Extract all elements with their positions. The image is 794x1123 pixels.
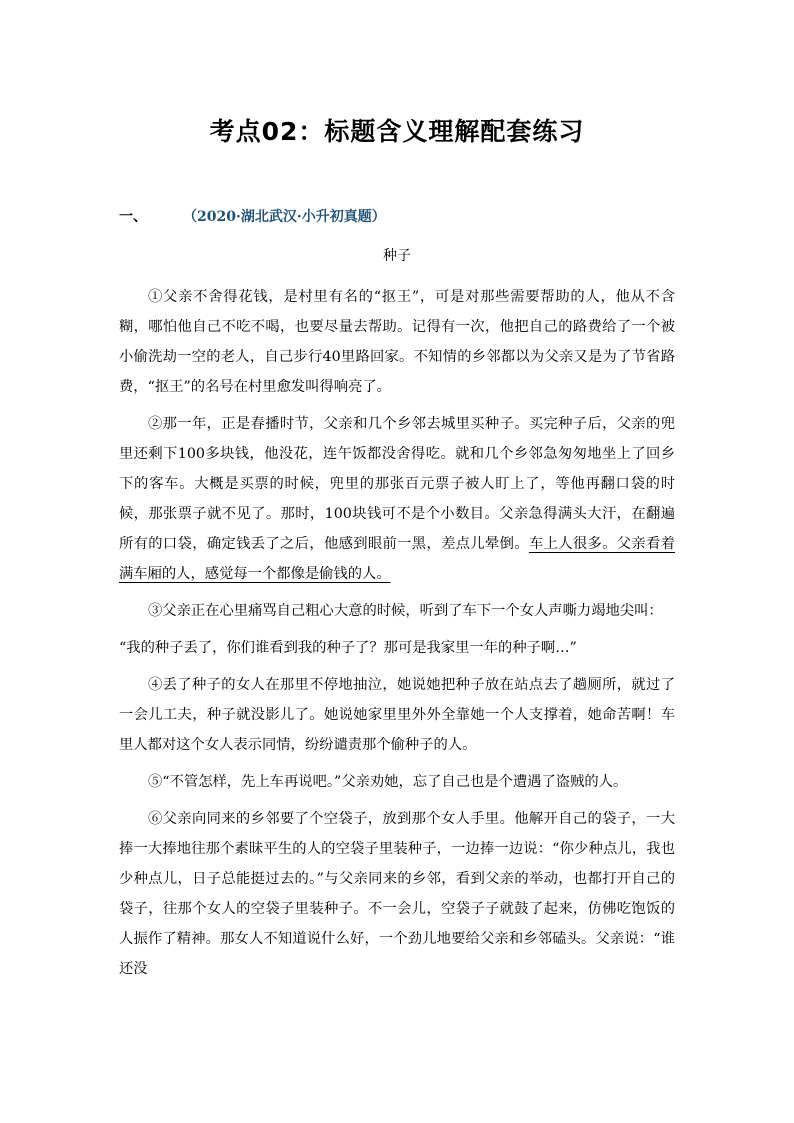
passage-title: 种子 <box>383 248 411 264</box>
page-title: 考点02：标题含义理解配套练习 <box>209 117 585 146</box>
paragraph-3-quote: “我的种子丢了，你们谁看到我的种子了？那可是我家里一年的种子啊…” <box>119 640 577 656</box>
paragraph-6: ⑥父亲向同来的乡邻要了个空袋子，放到那个女人手里。他解开自己的袋子，一大捧一大捧地往那个素昧平生的人的空袋子里装种子，一边捧一边说：“你少种点儿，我也少种点儿，日子总能挺过去的。”与父亲同来的乡邻，看到父亲的举动，也都打开自己的袋子，往那个女人的空袋子里装种子。不一会儿，空袋子子就鼓了起来，仿佛吃饱饭的人振作了精神。那女人不知道说什么好，一个劲儿地要给父亲和乡邻磕头。父亲说：“谁还没 <box>119 811 675 977</box>
question-source: （2020·湖北武汉·小升初真题） <box>183 209 386 225</box>
paragraph-3: ③父亲正在心里痛骂自己粗心大意的时候，听到了车下一个女人声嘶力竭地尖叫： <box>148 603 663 619</box>
paragraph-2 <box>119 409 675 589</box>
paragraph-1: ①父亲不舍得花钱，是村里有名的“抠王”，可是对那些需要帮助的人，他从不含糊，哪怕他自己不吃不喝，也要尽量去帮助。记得有一次，他把自己的路费给了一个被小偷洗劫一空的老人，自己步行40里路回家。不知情的乡邻都以为父亲又是为了节省路费，“抠王”的名号在村里愈发叫得响亮了。 <box>119 289 675 395</box>
paragraph-5: ⑤“不管怎样，先上车再说吧。”父亲劝她，忘了自己也是个遭遇了盗贼的人。 <box>148 774 628 790</box>
question-heading <box>119 206 386 226</box>
passage-body <box>119 282 675 991</box>
paragraph-4: ④丢了种子的女人在那里不停地抽泣，她说她把种子放在站点去了趟厕所，就过了一会儿工夫，种子就没影儿了。她说她家里里外外全靠她一个人支撑着，她命苦啊！车里人都对这个女人表示同情，纷纷谴责那个偷种子的人。 <box>119 677 675 753</box>
question-number: 一、 <box>119 209 147 225</box>
underlined-sentence: 车上人很多。父亲看着满车厢的人，感觉每一个都像是偷钱的人。 <box>119 536 675 582</box>
paragraph-2-text: ②那一年，正是春播时节，父亲和几个乡邻去城里买种子。买完种子后，父亲的兜里还剩下100多块钱，他没花，连午饭都没舍得吃。就和几个乡邻急匆匆地坐上了回乡下的客车。大概是买票的时候，兜里的那张百元票子被人盯上了，等他再翻口袋的时候，那张票子就不见了。那时，100块钱可不是个小数目。父亲急得满头大汗，在翻遍所有的口袋，确定钱丢了之后，他感到眼前一黑，差点儿晕倒。 <box>119 416 675 552</box>
